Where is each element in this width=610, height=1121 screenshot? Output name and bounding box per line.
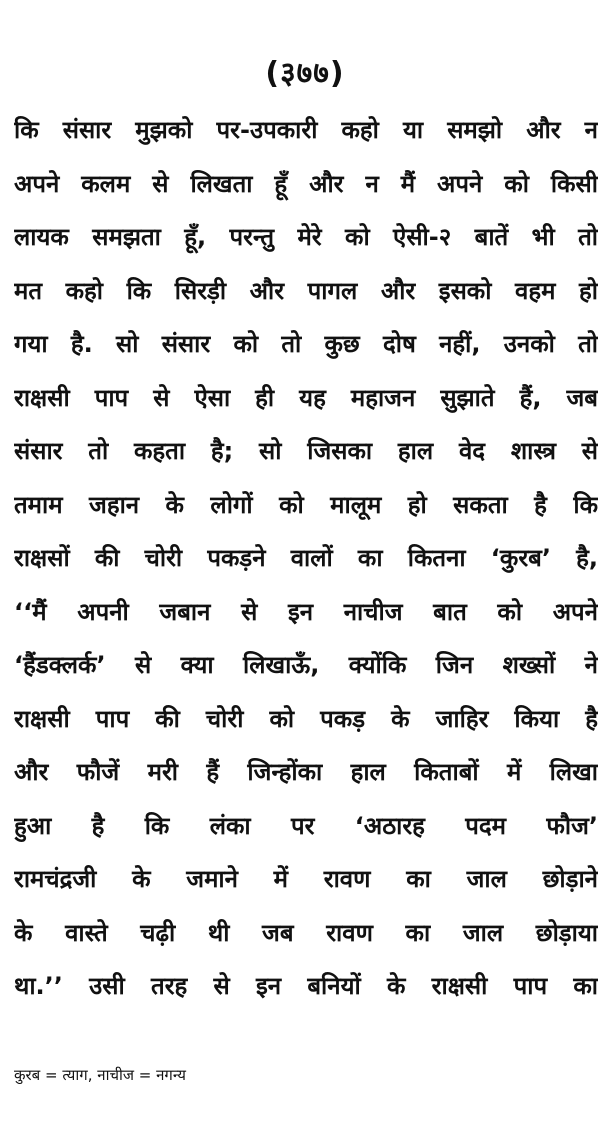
page-number: (३७७) [265,56,345,91]
text-line: मत कहो कि सिरड़ी और पागल और इसको वहम हो [14,276,598,305]
text-line: राक्षसों की चोरी पकड़ने वालों का कितना ‘कुरब’ है, [14,544,598,572]
text-line: संसार तो कहता है; सो जिसका हाल वेद शास्त्र से [14,437,598,465]
text-line: लायक समझता हूँ, परन्तु मेरे को ऐसी-२ बातें भी तो [14,223,598,251]
text-line: राक्षसी पाप की चोरी को पकड़ के जाहिर किया है [14,704,598,733]
footnote: कुरब = त्याग, नाचीज = नगन्य [14,1066,186,1084]
text-line: तमाम जहान के लोगों को मालूम हो सकता है कि [14,490,598,519]
text-line: के वास्ते चढ़ी थी जब रावण का जाल छोड़ाया [14,918,598,947]
text-line: ‘हैंडक्लर्क’ से क्या लिखाऊँ, क्योंकि जिन शख्सों ने [14,651,598,679]
text-line: गया है. सो संसार को तो कुछ दोष नहीं, उनको तो [14,330,598,358]
text-line: अपने कलम से लिखता हूँ और न मैं अपने को किसी [14,169,598,198]
text-line: हुआ है कि लंका पर ‘अठारह पदम फौज’ [14,811,598,840]
text-line: कि संसार मुझको पर-उपकारी कहो या समझो और न [14,116,598,144]
text-line: था.’’ उसी तरह से इन बनियों के राक्षसी पाप का [14,972,598,1000]
body-text [14,104,598,1014]
text-line: और फौजें मरी हैं जिन्होंका हाल किताबों में लिखा [14,758,598,786]
text-line: रामचंद्रजी के जमाने में रावण का जाल छोड़ाने [14,865,598,893]
text-line: राक्षसी पाप से ऐसा ही यह महाजन सुझाते हैं, जब [14,383,598,412]
text-line: ‘‘मैं अपनी जबान से इन नाचीज बात को अपने [14,597,598,626]
